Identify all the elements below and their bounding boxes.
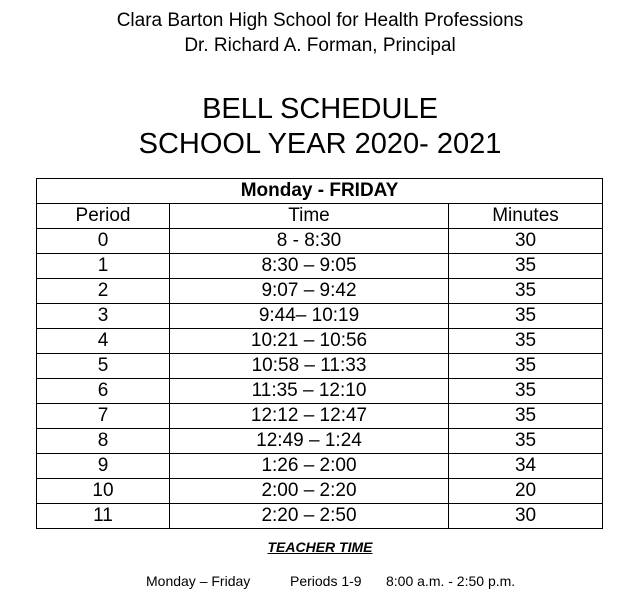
column-header-row [37, 204, 603, 229]
period-cell: 0 [37, 229, 170, 254]
school-year-title: SCHOOL YEAR 2020- 2021 [138, 128, 502, 160]
table-row [37, 379, 603, 404]
table-row [37, 404, 603, 429]
minutes-cell: 35 [449, 329, 603, 354]
table-row [37, 304, 603, 329]
time-cell: 10:21 – 10:56 [170, 329, 449, 354]
time-cell: 12:49 – 1:24 [170, 429, 449, 454]
schedule-body [37, 229, 603, 529]
table-row [37, 279, 603, 304]
period-cell: 5 [37, 354, 170, 379]
minutes-cell: 35 [449, 429, 603, 454]
table-row [37, 504, 603, 529]
period-cell: 4 [37, 329, 170, 354]
day-header-row [37, 179, 603, 204]
period-cell: 1 [37, 254, 170, 279]
column-header-period: Period [37, 204, 170, 229]
period-cell: 6 [37, 379, 170, 404]
period-cell: 10 [37, 479, 170, 504]
time-cell: 10:58 – 11:33 [170, 354, 449, 379]
time-cell: 8 - 8:30 [170, 229, 449, 254]
table-row [37, 229, 603, 254]
table-row [37, 354, 603, 379]
teacher-time-hours: 8:00 a.m. - 2:50 p.m. [386, 573, 516, 589]
time-cell: 1:26 – 2:00 [170, 454, 449, 479]
table-row [37, 429, 603, 454]
period-cell: 7 [37, 404, 170, 429]
time-cell: 12:12 – 12:47 [170, 404, 449, 429]
minutes-cell: 35 [449, 254, 603, 279]
minutes-cell: 35 [449, 304, 603, 329]
time-cell: 11:35 – 12:10 [170, 379, 449, 404]
time-cell: 2:20 – 2:50 [170, 504, 449, 529]
time-cell: 9:07 – 9:42 [170, 279, 449, 304]
minutes-cell: 35 [449, 379, 603, 404]
minutes-cell: 30 [449, 504, 603, 529]
table-row [37, 454, 603, 479]
principal-name: Dr. Richard A. Forman, Principal [184, 35, 456, 56]
school-name: Clara Barton High School for Health Professions [116, 10, 524, 31]
bell-schedule-table [36, 178, 603, 529]
period-cell: 8 [37, 429, 170, 454]
teacher-time-periods: Periods 1-9 [290, 573, 362, 589]
page-title: BELL SCHEDULE [202, 93, 438, 125]
minutes-cell: 35 [449, 354, 603, 379]
minutes-cell: 20 [449, 479, 603, 504]
column-header-minutes: Minutes [449, 204, 603, 229]
period-cell: 2 [37, 279, 170, 304]
period-cell: 11 [37, 504, 170, 529]
teacher-time-days: Monday – Friday [146, 573, 251, 589]
table-row [37, 479, 603, 504]
time-cell: 9:44– 10:19 [170, 304, 449, 329]
day-header: Monday - FRIDAY [37, 179, 603, 204]
minutes-cell: 30 [449, 229, 603, 254]
teacher-time-heading: TEACHER TIME [267, 539, 373, 555]
time-cell: 2:00 – 2:20 [170, 479, 449, 504]
table-row [37, 329, 603, 354]
table-row [37, 254, 603, 279]
period-cell: 9 [37, 454, 170, 479]
time-cell: 8:30 – 9:05 [170, 254, 449, 279]
minutes-cell: 34 [449, 454, 603, 479]
period-cell: 3 [37, 304, 170, 329]
minutes-cell: 35 [449, 279, 603, 304]
column-header-time: Time [170, 204, 449, 229]
minutes-cell: 35 [449, 404, 603, 429]
